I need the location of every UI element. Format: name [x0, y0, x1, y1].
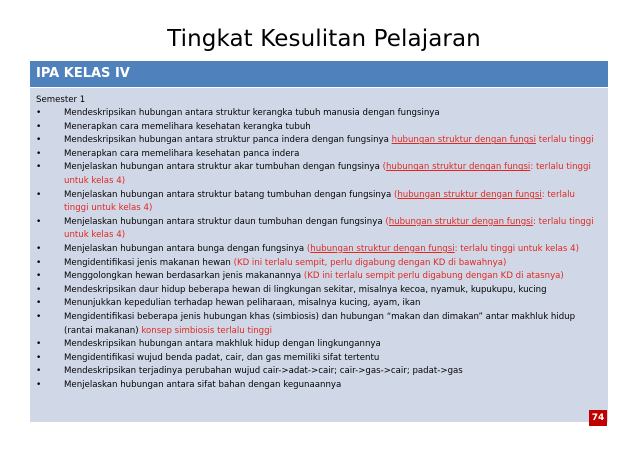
- bullet-icon: •: [36, 339, 42, 350]
- list-item: [34, 338, 600, 352]
- list-item: [34, 189, 600, 216]
- item-note: (: [385, 216, 389, 227]
- list-item: [34, 270, 600, 284]
- item-text: Mendeskripsikan terjadinya perubahan wujud cair->adat->cair; cair->gas->cair; padat->gas: [64, 366, 463, 377]
- item-note: (: [393, 189, 398, 200]
- item-note: (: [382, 162, 386, 173]
- item-text: Mendeskripsikan hubungan antara struktur panca indera dengan fungsinya: [64, 135, 392, 146]
- item-note: (KD ini terlalu sempit perlu digabung dengan KD di atasnya): [303, 271, 564, 282]
- bullet-icon: •: [36, 108, 42, 118]
- bullet-icon: •: [36, 271, 42, 282]
- list-item: [34, 257, 600, 271]
- semester-label: Semester 1: [36, 95, 86, 105]
- list-item: [34, 311, 600, 338]
- bullet-icon: •: [36, 284, 42, 295]
- item-note: (: [306, 243, 311, 254]
- item-text: Menunjukkan kepedulian terhadap hewan peliharaan, misalnya kucing, ayam, ikan: [64, 298, 421, 309]
- bullet-icon: •: [36, 148, 42, 159]
- item-text: Mendeskripsikan hubungan antara struktur kerangka tubuh manusia dengan fungsinya: [64, 108, 440, 118]
- page-number: 74: [589, 410, 607, 426]
- item-text: Menerapkan cara memelihara kesehatan kerangka tubuh: [64, 121, 311, 132]
- item-note: konsep simbiosis terlalu tinggi: [141, 325, 272, 336]
- item-note: hubungan struktur dengan fungsi: [391, 135, 536, 146]
- bullet-icon: •: [36, 298, 42, 309]
- item-note: : terlalu tinggi untuk kelas 4): [454, 243, 579, 254]
- item-note: hubungan struktur dengan fungsi: [397, 189, 542, 200]
- item-text: Menggolongkan hewan berdasarkan jenis makanannya: [64, 271, 304, 282]
- bullet-icon: •: [36, 189, 42, 200]
- list-item: [34, 134, 600, 148]
- item-note: hubungan struktur dengan fungsi: [385, 162, 531, 173]
- item-text: Menjelaskan hubungan antara struktur akar tumbuhan dengan fungsinya: [64, 162, 383, 173]
- item-text: Menjelaskan hubungan antara struktur daun tumbuhan dengan fungsinya: [64, 216, 386, 227]
- bullet-icon: •: [36, 243, 42, 254]
- bullet-icon: •: [36, 257, 42, 268]
- list-item: [34, 379, 600, 393]
- item-note: : terlalu tinggi untuk kelas 4): [64, 216, 594, 241]
- item-text: Mengidentifikasi beberapa jenis hubungan khas (simbiosis) dan hubungan “makan dan dimakan” antar makhluk hidup (rantai makanan): [64, 311, 576, 336]
- item-text: Menjelaskan hubungan antara struktur batang tumbuhan dengan fungsinya: [64, 189, 394, 200]
- list-item: [34, 121, 600, 135]
- item-note: hubungan struktur dengan fungsi: [388, 216, 534, 227]
- item-note: hubungan struktur dengan fungsi: [310, 243, 455, 254]
- item-note: : terlalu tinggi untuk kelas 4): [64, 189, 575, 214]
- bullet-icon: •: [36, 366, 42, 377]
- slide-title: Tingkat Kesulitan Pelajaran: [167, 26, 481, 52]
- item-text: Mengidentifikasi jenis makanan hewan: [64, 257, 234, 268]
- bullet-icon: •: [36, 216, 42, 227]
- bullet-icon: •: [36, 162, 42, 173]
- bullet-icon: •: [36, 135, 42, 146]
- list-item: [34, 284, 600, 298]
- bullet-icon: •: [36, 121, 42, 132]
- item-text: Mendeskripsikan hubungan antara makhluk hidup dengan lingkungannya: [64, 339, 381, 350]
- competency-list: [34, 107, 600, 392]
- list-item: [34, 107, 600, 121]
- item-note: : terlalu tinggi untuk kelas 4): [64, 162, 591, 186]
- item-note: (KD ini terlalu sempit, perlu digabung dengan KD di bawahnya): [233, 257, 507, 268]
- list-item: [34, 148, 600, 162]
- bullet-icon: •: [36, 352, 42, 363]
- item-text: Mengidentifikasi wujud benda padat, cair, dan gas memiliki sifat tertentu: [64, 352, 380, 363]
- list-item: [34, 243, 600, 257]
- bullet-icon: •: [36, 311, 42, 322]
- list-item: [34, 352, 600, 366]
- item-text: Mendeskripsikan daur hidup beberapa hewan di lingkungan sekitar, misalnya kecoa, nyamuk, kupukupu, kucing: [64, 284, 547, 295]
- item-note: terlalu tinggi: [535, 135, 594, 146]
- list-item: [34, 161, 600, 188]
- content-panel: [30, 88, 608, 422]
- bullet-icon: •: [36, 379, 42, 390]
- section-header: IPA KELAS IV: [30, 61, 608, 87]
- list-item: [34, 365, 600, 379]
- list-item: [34, 297, 600, 311]
- list-item: [34, 216, 600, 243]
- item-text: Menerapkan cara memelihara kesehatan panca indera: [64, 148, 300, 159]
- item-text: Menjelaskan hubungan antara bunga dengan fungsinya: [64, 243, 307, 254]
- item-text: Menjelaskan hubungan antara sifat bahan dengan kegunaannya: [64, 379, 342, 390]
